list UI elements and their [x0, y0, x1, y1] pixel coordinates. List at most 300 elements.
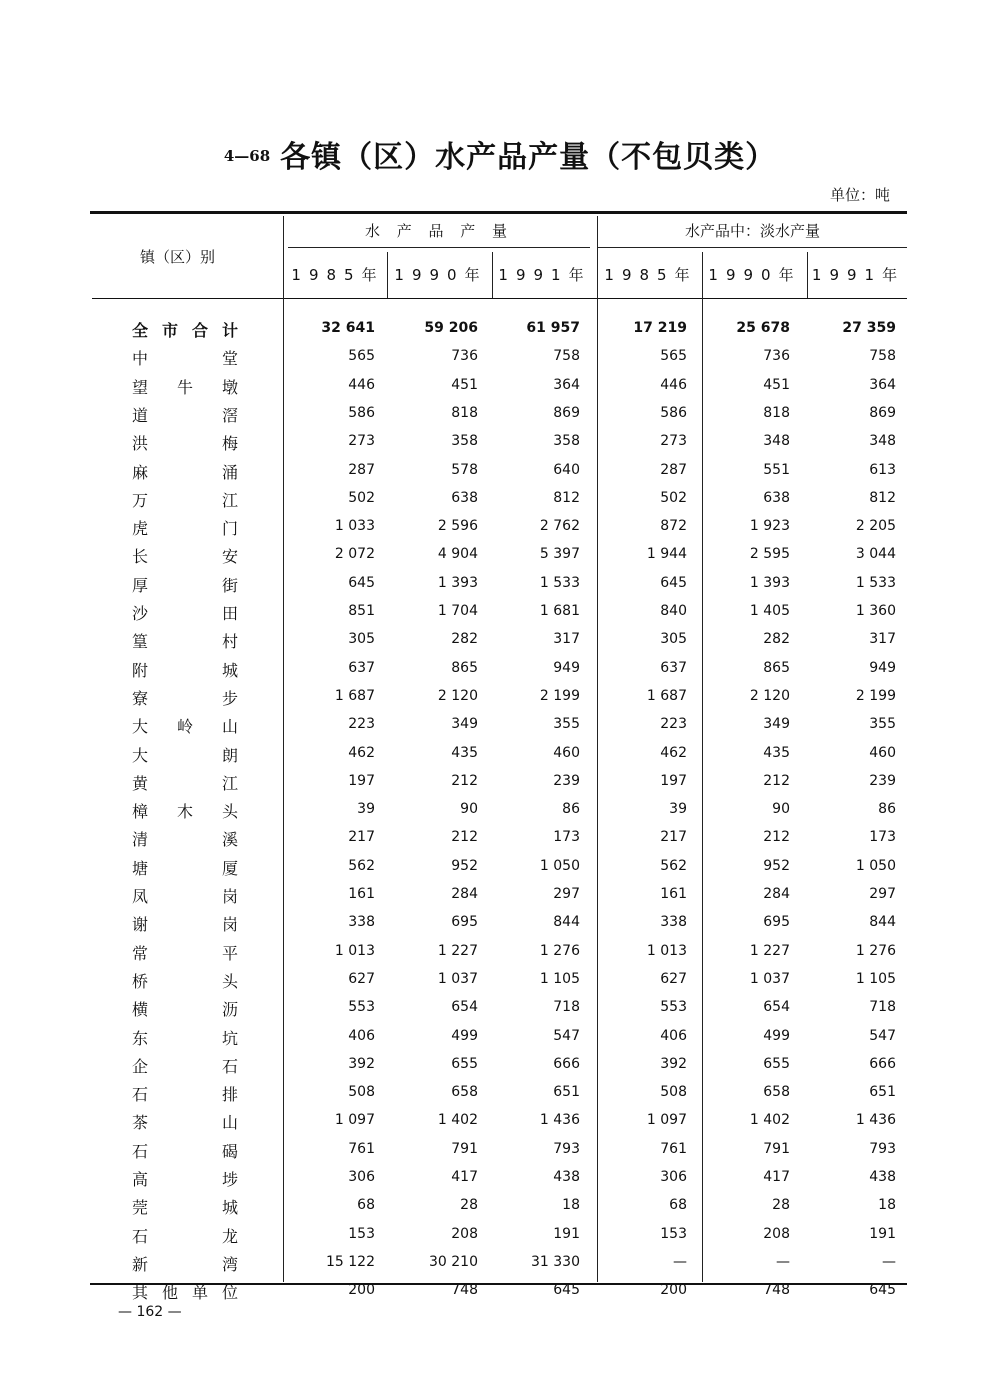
- region-name-char: 常: [132, 943, 149, 963]
- table-cell: 2 596: [437, 518, 478, 535]
- table-cell: 793: [869, 1140, 896, 1157]
- table-cell: 1 227: [749, 942, 790, 959]
- table-cell: 297: [869, 886, 896, 902]
- table-cell: 547: [869, 1027, 896, 1044]
- table-cell: 86: [562, 801, 580, 818]
- table-cell: 406: [660, 1027, 687, 1044]
- table-cell: 748: [763, 1282, 790, 1299]
- table-row: [0, 1280, 1000, 1304]
- region-name-char: 长: [132, 547, 149, 567]
- table-cell: 153: [348, 1225, 375, 1242]
- region-name: [132, 1252, 238, 1275]
- table-cell: 640: [553, 461, 580, 478]
- region-name: [132, 431, 238, 454]
- region-name-char: 堂: [221, 349, 238, 369]
- table-cell: 39: [669, 801, 687, 818]
- region-name-char: 山: [221, 1113, 238, 1133]
- table-cell: 217: [348, 829, 375, 846]
- region-name-char: 滘: [221, 405, 238, 425]
- table-cell: 392: [660, 1055, 687, 1072]
- table-row: [0, 884, 1000, 908]
- table-row: [0, 544, 1000, 568]
- region-name: [132, 686, 238, 709]
- table-row: [0, 827, 1000, 851]
- region-name: [132, 1280, 238, 1303]
- region-name-char: 合: [191, 321, 208, 340]
- table-cell: 791: [763, 1140, 790, 1157]
- table-cell: 627: [660, 970, 687, 987]
- table-cell: 392: [348, 1055, 375, 1072]
- table-cell: 223: [660, 716, 687, 733]
- table-cell: 406: [348, 1027, 375, 1044]
- table-cell: 654: [763, 999, 790, 1016]
- table-cell: 851: [348, 603, 375, 619]
- region-name: [132, 1139, 238, 1162]
- table-cell: 1 393: [749, 574, 790, 591]
- region-name-char: 山: [221, 717, 238, 737]
- table-cell: 651: [869, 1084, 896, 1101]
- table-cell: 1 687: [334, 687, 375, 704]
- region-name-char: 石: [132, 1085, 149, 1105]
- table-cell: 840: [660, 603, 687, 619]
- table-cell: 197: [348, 772, 375, 789]
- table-cell: 161: [348, 886, 375, 902]
- table-cell: 553: [660, 999, 687, 1016]
- table-cell: 758: [869, 348, 896, 365]
- table-cell: 68: [357, 1197, 375, 1214]
- group-header-total: 水 产 品 产 量: [364, 222, 514, 240]
- table-cell: 417: [763, 1169, 790, 1185]
- region-name: [132, 714, 238, 737]
- table-cell: 239: [553, 772, 580, 789]
- table-cell: 2 072: [334, 546, 375, 563]
- region-name: [132, 573, 238, 596]
- region-name: [132, 1026, 238, 1049]
- table-number: 4—68: [223, 147, 271, 165]
- region-name-char: 茶: [132, 1113, 149, 1133]
- table-cell: 844: [553, 914, 580, 931]
- table-title-text: 各镇（区）水产品产量（不包贝类）: [280, 140, 777, 175]
- region-name-char: 石: [132, 1141, 149, 1161]
- table-cell: 212: [451, 829, 478, 846]
- table-cell: 499: [451, 1027, 478, 1044]
- region-name-char: 坑: [221, 1028, 238, 1048]
- table-cell: 61 957: [526, 320, 580, 336]
- table-cell: 438: [869, 1169, 896, 1185]
- table-cell: 869: [869, 404, 896, 421]
- region-name: [132, 884, 238, 907]
- table-cell: 3 044: [855, 546, 896, 563]
- region-name-char: 篁: [132, 632, 149, 652]
- table-cell: 645: [869, 1282, 896, 1299]
- table-cell: 949: [869, 659, 896, 676]
- region-name-char: 村: [221, 632, 238, 652]
- table-cell: 358: [451, 433, 478, 450]
- region-name-char: 横: [132, 1000, 149, 1020]
- region-name-char: 虎: [132, 519, 149, 539]
- table-row: [0, 1139, 1000, 1163]
- table-cell: 1 097: [334, 1112, 375, 1129]
- table-row: [0, 1026, 1000, 1050]
- table-cell: 562: [660, 857, 687, 874]
- region-name-char: 江: [221, 773, 238, 793]
- table-cell: 508: [660, 1084, 687, 1101]
- year-header: 1991年: [811, 266, 906, 284]
- region-name-char: 平: [221, 943, 238, 963]
- region-name-char: 街: [221, 575, 238, 595]
- region-name-char: 万: [132, 490, 149, 510]
- header-bottom-rule: [92, 298, 907, 299]
- table-cell: 818: [451, 404, 478, 421]
- table-cell: 2 205: [855, 518, 896, 535]
- table-cell: 1 393: [437, 574, 478, 591]
- table-cell: 502: [348, 489, 375, 506]
- region-name-char: 城: [221, 660, 238, 680]
- region-name-char: 附: [132, 660, 149, 680]
- table-cell: 872: [660, 518, 687, 535]
- region-name-char: 中: [132, 349, 149, 369]
- region-name-char: 埗: [221, 1170, 238, 1189]
- table-cell: 4 904: [437, 546, 478, 563]
- table-row: [0, 601, 1000, 625]
- region-name: [132, 997, 238, 1020]
- table-row: [0, 1054, 1000, 1078]
- table-cell: 949: [553, 659, 580, 676]
- table-cell: 1 105: [539, 970, 580, 987]
- table-row: [0, 1082, 1000, 1106]
- table-cell: 718: [869, 999, 896, 1016]
- table-cell: 1 276: [855, 942, 896, 959]
- region-name: [132, 1224, 238, 1247]
- table-cell: 364: [553, 376, 580, 393]
- table-row: [0, 460, 1000, 484]
- region-name-char: 大: [132, 717, 149, 737]
- region-name-char: 樟: [132, 802, 149, 822]
- table-cell: 27 359: [842, 320, 896, 336]
- table-cell: 317: [869, 631, 896, 648]
- table-cell: 736: [763, 348, 790, 365]
- table-cell: 695: [451, 914, 478, 931]
- region-name-char: 他: [161, 1283, 178, 1303]
- table-cell: 305: [348, 631, 375, 648]
- region-name: [132, 799, 238, 822]
- table-cell: 1 037: [749, 970, 790, 987]
- region-name: [132, 856, 238, 879]
- table-cell: 348: [869, 433, 896, 450]
- table-row: [0, 997, 1000, 1021]
- region-name-char: 头: [221, 971, 238, 991]
- table-cell: 1 013: [646, 942, 687, 959]
- table-cell: 451: [451, 376, 478, 393]
- table-cell: 417: [451, 1169, 478, 1185]
- table-cell: 1 405: [749, 603, 790, 619]
- table-cell: 90: [460, 801, 478, 818]
- table-cell: 197: [660, 772, 687, 789]
- region-name: [132, 969, 238, 992]
- table-cell: 1 097: [646, 1112, 687, 1129]
- region-name-char: 石: [132, 1226, 149, 1246]
- region-name-char: 梅: [221, 434, 238, 454]
- table-cell: 1 033: [334, 518, 375, 535]
- table-cell: 2 120: [749, 687, 790, 704]
- table-row: [0, 431, 1000, 455]
- region-name-char: 洪: [132, 434, 149, 454]
- table-row: [0, 488, 1000, 512]
- table-cell: 1 276: [539, 942, 580, 959]
- table-cell: 18: [562, 1197, 580, 1214]
- table-cell: 1 681: [539, 603, 580, 619]
- region-name-char: 步: [221, 688, 238, 708]
- year-header: 1990年: [394, 266, 488, 284]
- table-cell: 1 533: [539, 574, 580, 591]
- year-header: 1991年: [498, 266, 592, 284]
- table-cell: 645: [553, 1282, 580, 1299]
- table-row: [0, 969, 1000, 993]
- table-row: [0, 856, 1000, 880]
- table-cell: 1 402: [437, 1112, 478, 1129]
- table-cell: 952: [763, 857, 790, 874]
- region-name-char: 岭: [176, 717, 193, 737]
- region-name-char: 墩: [221, 377, 238, 397]
- region-column-header: 镇（区）别: [140, 248, 216, 266]
- region-name: [132, 460, 238, 483]
- table-cell: 338: [660, 914, 687, 931]
- table-cell: 748: [451, 1282, 478, 1299]
- table-cell: 282: [451, 631, 478, 648]
- table-cell: 460: [553, 744, 580, 761]
- table-cell: 658: [763, 1084, 790, 1101]
- table-cell: 306: [660, 1169, 687, 1185]
- table-row: [0, 375, 1000, 399]
- table-cell: 613: [869, 461, 896, 478]
- region-name: [132, 941, 238, 964]
- table-cell: 1 050: [855, 857, 896, 874]
- table-cell: 1 944: [646, 546, 687, 563]
- region-name-char: 麻: [132, 462, 149, 482]
- table-row: [0, 573, 1000, 597]
- region-name-char: 石: [221, 1056, 238, 1076]
- table-cell: 1 013: [334, 942, 375, 959]
- table-cell: 460: [869, 744, 896, 761]
- table-cell: 502: [660, 489, 687, 506]
- region-name-char: 碣: [221, 1141, 238, 1161]
- table-cell: 284: [451, 886, 478, 902]
- region-name-char: 木: [176, 802, 193, 822]
- table-cell: 212: [763, 772, 790, 789]
- table-cell: 761: [348, 1140, 375, 1157]
- region-name-char: 清: [132, 830, 149, 850]
- table-cell: 1 923: [749, 518, 790, 535]
- table-cell: 1 360: [855, 603, 896, 619]
- table-cell: 736: [451, 348, 478, 365]
- table-row: [0, 686, 1000, 710]
- table-cell: 578: [451, 461, 478, 478]
- region-name-char: 谢: [132, 915, 149, 935]
- table-cell: —: [882, 1253, 896, 1270]
- table-cell: 586: [348, 404, 375, 421]
- table-cell: 645: [660, 574, 687, 591]
- region-name-char: 桥: [132, 971, 149, 991]
- table-cell: 462: [660, 744, 687, 761]
- table-cell: 305: [660, 631, 687, 648]
- region-name: [132, 1054, 238, 1077]
- region-name: [132, 658, 238, 681]
- table-cell: 273: [348, 433, 375, 450]
- table-cell: 200: [660, 1282, 687, 1299]
- table-cell: 666: [869, 1055, 896, 1072]
- region-name: [132, 488, 238, 511]
- region-name-char: 头: [221, 802, 238, 822]
- table-cell: 355: [553, 716, 580, 733]
- table-cell: 153: [660, 1225, 687, 1242]
- table-cell: 1 704: [437, 603, 478, 619]
- table-cell: 438: [553, 1169, 580, 1185]
- table-cell: 173: [553, 829, 580, 846]
- group-underline-2: [598, 247, 907, 248]
- year-header: 1990年: [708, 266, 802, 284]
- table-cell: 208: [763, 1225, 790, 1242]
- table-cell: 358: [553, 433, 580, 450]
- region-name-char: 寮: [132, 688, 149, 708]
- table-cell: 1 037: [437, 970, 478, 987]
- region-name: [132, 771, 238, 794]
- table-cell: 565: [660, 348, 687, 365]
- region-name: [132, 1082, 238, 1105]
- table-cell: 59 206: [424, 320, 478, 336]
- table-cell: 655: [763, 1055, 790, 1072]
- table-row: [0, 1110, 1000, 1134]
- region-name-char: 安: [221, 547, 238, 567]
- region-name-char: 计: [221, 321, 238, 340]
- table-cell: 287: [348, 461, 375, 478]
- table-cell: 1 436: [539, 1112, 580, 1129]
- region-name-char: 排: [221, 1085, 238, 1105]
- table-cell: 208: [451, 1225, 478, 1242]
- region-name-char: 涌: [221, 462, 238, 482]
- table-cell: 812: [553, 489, 580, 506]
- table-row: [0, 743, 1000, 767]
- table-cell: 68: [669, 1197, 687, 1214]
- table-cell: 844: [869, 914, 896, 931]
- region-name-char: 岗: [221, 915, 238, 935]
- table-cell: 191: [869, 1225, 896, 1242]
- table-row: [0, 912, 1000, 936]
- group-underline-1: [288, 247, 590, 248]
- table-cell: 31 330: [531, 1253, 580, 1270]
- region-name-char: 其: [132, 1283, 149, 1303]
- region-name-char: 望: [132, 377, 149, 397]
- column-divider: [492, 252, 493, 298]
- table-cell: 348: [763, 433, 790, 450]
- table-cell: 273: [660, 433, 687, 450]
- table-cell: 1 227: [437, 942, 478, 959]
- table-cell: 2 199: [539, 687, 580, 704]
- region-name-char: 厦: [221, 858, 238, 878]
- table-cell: 637: [348, 659, 375, 676]
- table-cell: 212: [763, 829, 790, 846]
- table-cell: 952: [451, 857, 478, 874]
- table-cell: 349: [763, 716, 790, 733]
- table-cell: 355: [869, 716, 896, 733]
- region-name: [132, 375, 238, 398]
- table-cell: 349: [451, 716, 478, 733]
- region-name: [132, 516, 238, 539]
- table-cell: 1 533: [855, 574, 896, 591]
- table-cell: 435: [451, 744, 478, 761]
- region-name-char: 道: [132, 405, 149, 425]
- region-name-char: 厚: [132, 575, 149, 595]
- table-cell: 28: [772, 1197, 790, 1214]
- table-cell: —: [776, 1253, 790, 1270]
- table-title: [0, 132, 1000, 176]
- table-cell: 462: [348, 744, 375, 761]
- region-name-char: 市: [161, 321, 178, 340]
- table-cell: 173: [869, 829, 896, 846]
- region-name: [132, 544, 238, 567]
- table-cell: 2 199: [855, 687, 896, 704]
- table-cell: 1 105: [855, 970, 896, 987]
- table-cell: 297: [553, 886, 580, 902]
- region-name-char: 高: [132, 1170, 149, 1189]
- year-header: 1985年: [291, 266, 385, 284]
- table-cell: 2 762: [539, 518, 580, 535]
- table-row: [0, 714, 1000, 738]
- table-cell: 865: [763, 659, 790, 676]
- table-cell: 791: [451, 1140, 478, 1157]
- region-name-char: 东: [132, 1028, 149, 1048]
- table-cell: 30 210: [429, 1253, 478, 1270]
- region-name: [132, 1167, 238, 1190]
- region-name: [132, 601, 238, 624]
- table-cell: 39: [357, 801, 375, 818]
- region-name-char: 江: [221, 490, 238, 510]
- table-cell: 793: [553, 1140, 580, 1157]
- table-cell: 695: [763, 914, 790, 931]
- table-cell: 654: [451, 999, 478, 1016]
- region-name: [132, 346, 238, 369]
- table-cell: 435: [763, 744, 790, 761]
- table-row: [0, 1224, 1000, 1248]
- table-row: [0, 346, 1000, 370]
- table-cell: 551: [763, 461, 790, 478]
- region-name: [132, 403, 238, 426]
- table-cell: 200: [348, 1282, 375, 1299]
- table-cell: 638: [763, 489, 790, 506]
- region-name-char: 沙: [132, 604, 149, 623]
- table-cell: 86: [878, 801, 896, 818]
- table-cell: 90: [772, 801, 790, 818]
- region-name-char: 大: [132, 745, 149, 765]
- table-row: [0, 403, 1000, 427]
- table-row: [0, 941, 1000, 965]
- region-name: [132, 827, 238, 850]
- table-cell: 191: [553, 1225, 580, 1242]
- region-name: [132, 1110, 238, 1133]
- table-cell: 239: [869, 772, 896, 789]
- table-row: [0, 629, 1000, 653]
- region-name-char: 塘: [132, 858, 149, 878]
- table-cell: 637: [660, 659, 687, 676]
- top-rule: [90, 211, 907, 214]
- region-name-char: 田: [221, 604, 238, 623]
- region-name-char: 岗: [221, 887, 238, 906]
- page-number: — 162 —: [118, 1304, 182, 1320]
- table-cell: 1 050: [539, 857, 580, 874]
- year-header: 1985年: [604, 266, 698, 284]
- table-cell: 645: [348, 574, 375, 591]
- table-cell: 446: [348, 376, 375, 393]
- region-name: [132, 1195, 238, 1218]
